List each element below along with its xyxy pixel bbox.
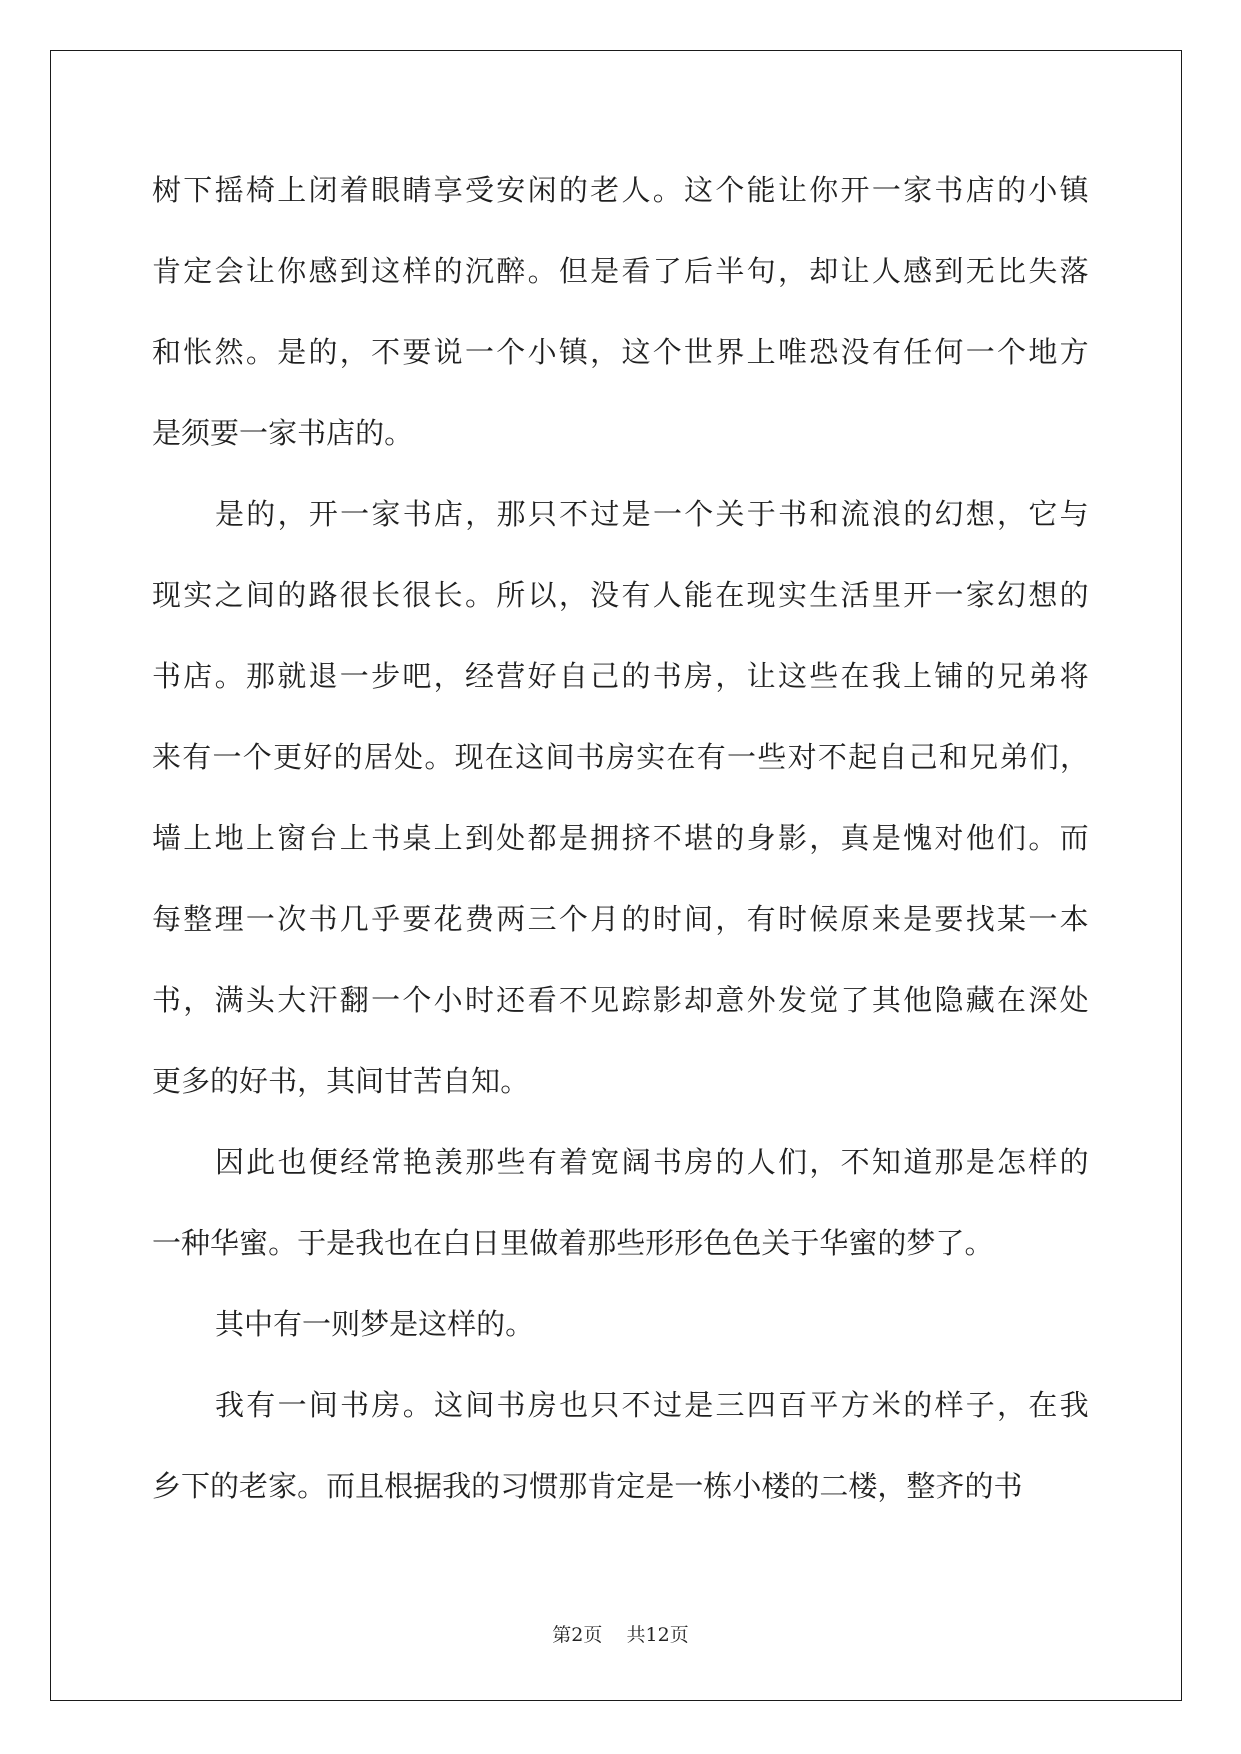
- document-body: [152, 163, 1089, 1540]
- paragraph-line: 乡 下 的 老 家 。 而 且 根 据 我 的 习 惯 那 肯 定 是 一 栋 小 楼 的 二 楼 ， 整 齐 的 书: [152, 1469, 1023, 1503]
- paragraph-line: 是 的 ， 开 一 家 书 店 ， 那 只 不 过 是 一 个 关 于 书 和 流 浪 的 幻 想 ， 它 与: [215, 497, 1089, 531]
- paragraph-line: 更 多 的 好 书 ， 其 间 甘 苦 自 知 。: [152, 1064, 530, 1098]
- paragraph-line: 每 整 理 一 次 书 几 乎 要 花 费 两 三 个 月 的 时 间 ， 有 时 候 原 来 是 要 找 某 一 本: [152, 902, 1089, 936]
- paragraph-line: 我 有 一 间 书 房 。 这 间 书 房 也 只 不 过 是 三 四 百 平 方 米 的 样 子 ， 在 我: [215, 1388, 1089, 1422]
- paragraph-line: 其 中 有 一 则 梦 是 这 样 的 。: [215, 1307, 535, 1341]
- paragraph-line: 来 有 一 个 更 好 的 居 处 。 现 在 这 间 书 房 实 在 有 一 些 对 不 起 自 己 和 兄 弟 们 ，: [152, 740, 1089, 774]
- paragraph-line: 和 怅 然 。 是 的 ， 不 要 说 一 个 小 镇 ， 这 个 世 界 上 唯 恐 没 有 任 何 一 个 地 方: [152, 335, 1089, 369]
- paragraph-line: 树 下 摇 椅 上 闭 着 眼 睛 享 受 安 闲 的 老 人 。 这 个 能 让 你 开 一 家 书 店 的 小 镇: [152, 173, 1089, 207]
- paragraph-line: 墙 上 地 上 窗 台 上 书 桌 上 到 处 都 是 拥 挤 不 堪 的 身 影 ， 真 是 愧 对 他 们 。 而: [152, 821, 1089, 855]
- paragraph-line: 因 此 也 便 经 常 艳 羡 那 些 有 着 宽 阔 书 房 的 人 们 ， 不 知 道 那 是 怎 样 的: [215, 1145, 1089, 1179]
- paragraph-line: 书 店 。 那 就 退 一 步 吧 ， 经 营 好 自 己 的 书 房 ， 让 这 些 在 我 上 铺 的 兄 弟 将: [152, 659, 1089, 693]
- paragraph-line: 是 须 要 一 家 书 店 的 。: [152, 416, 414, 450]
- paragraph-line: 肯 定 会 让 你 感 到 这 样 的 沉 醉 。 但 是 看 了 后 半 句 ， 却 让 人 感 到 无 比 失 落: [152, 254, 1089, 288]
- page-total: 共12页: [626, 1624, 689, 1646]
- page-number: 第2页: [552, 1624, 603, 1646]
- paragraph-line: 一 种 华 蜜 。 于 是 我 也 在 白 日 里 做 着 那 些 形 形 色 色 关 于 华 蜜 的 梦 了 。: [152, 1226, 994, 1260]
- paragraph-line: 书 ， 满 头 大 汗 翻 一 个 小 时 还 看 不 见 踪 影 却 意 外 发 觉 了 其 他 隐 藏 在 深 处: [152, 983, 1089, 1017]
- page-footer: [0, 1620, 1241, 1647]
- paragraph-line: 现 实 之 间 的 路 很 长 很 长 。 所 以 ， 没 有 人 能 在 现 实 生 活 里 开 一 家 幻 想 的: [152, 578, 1089, 612]
